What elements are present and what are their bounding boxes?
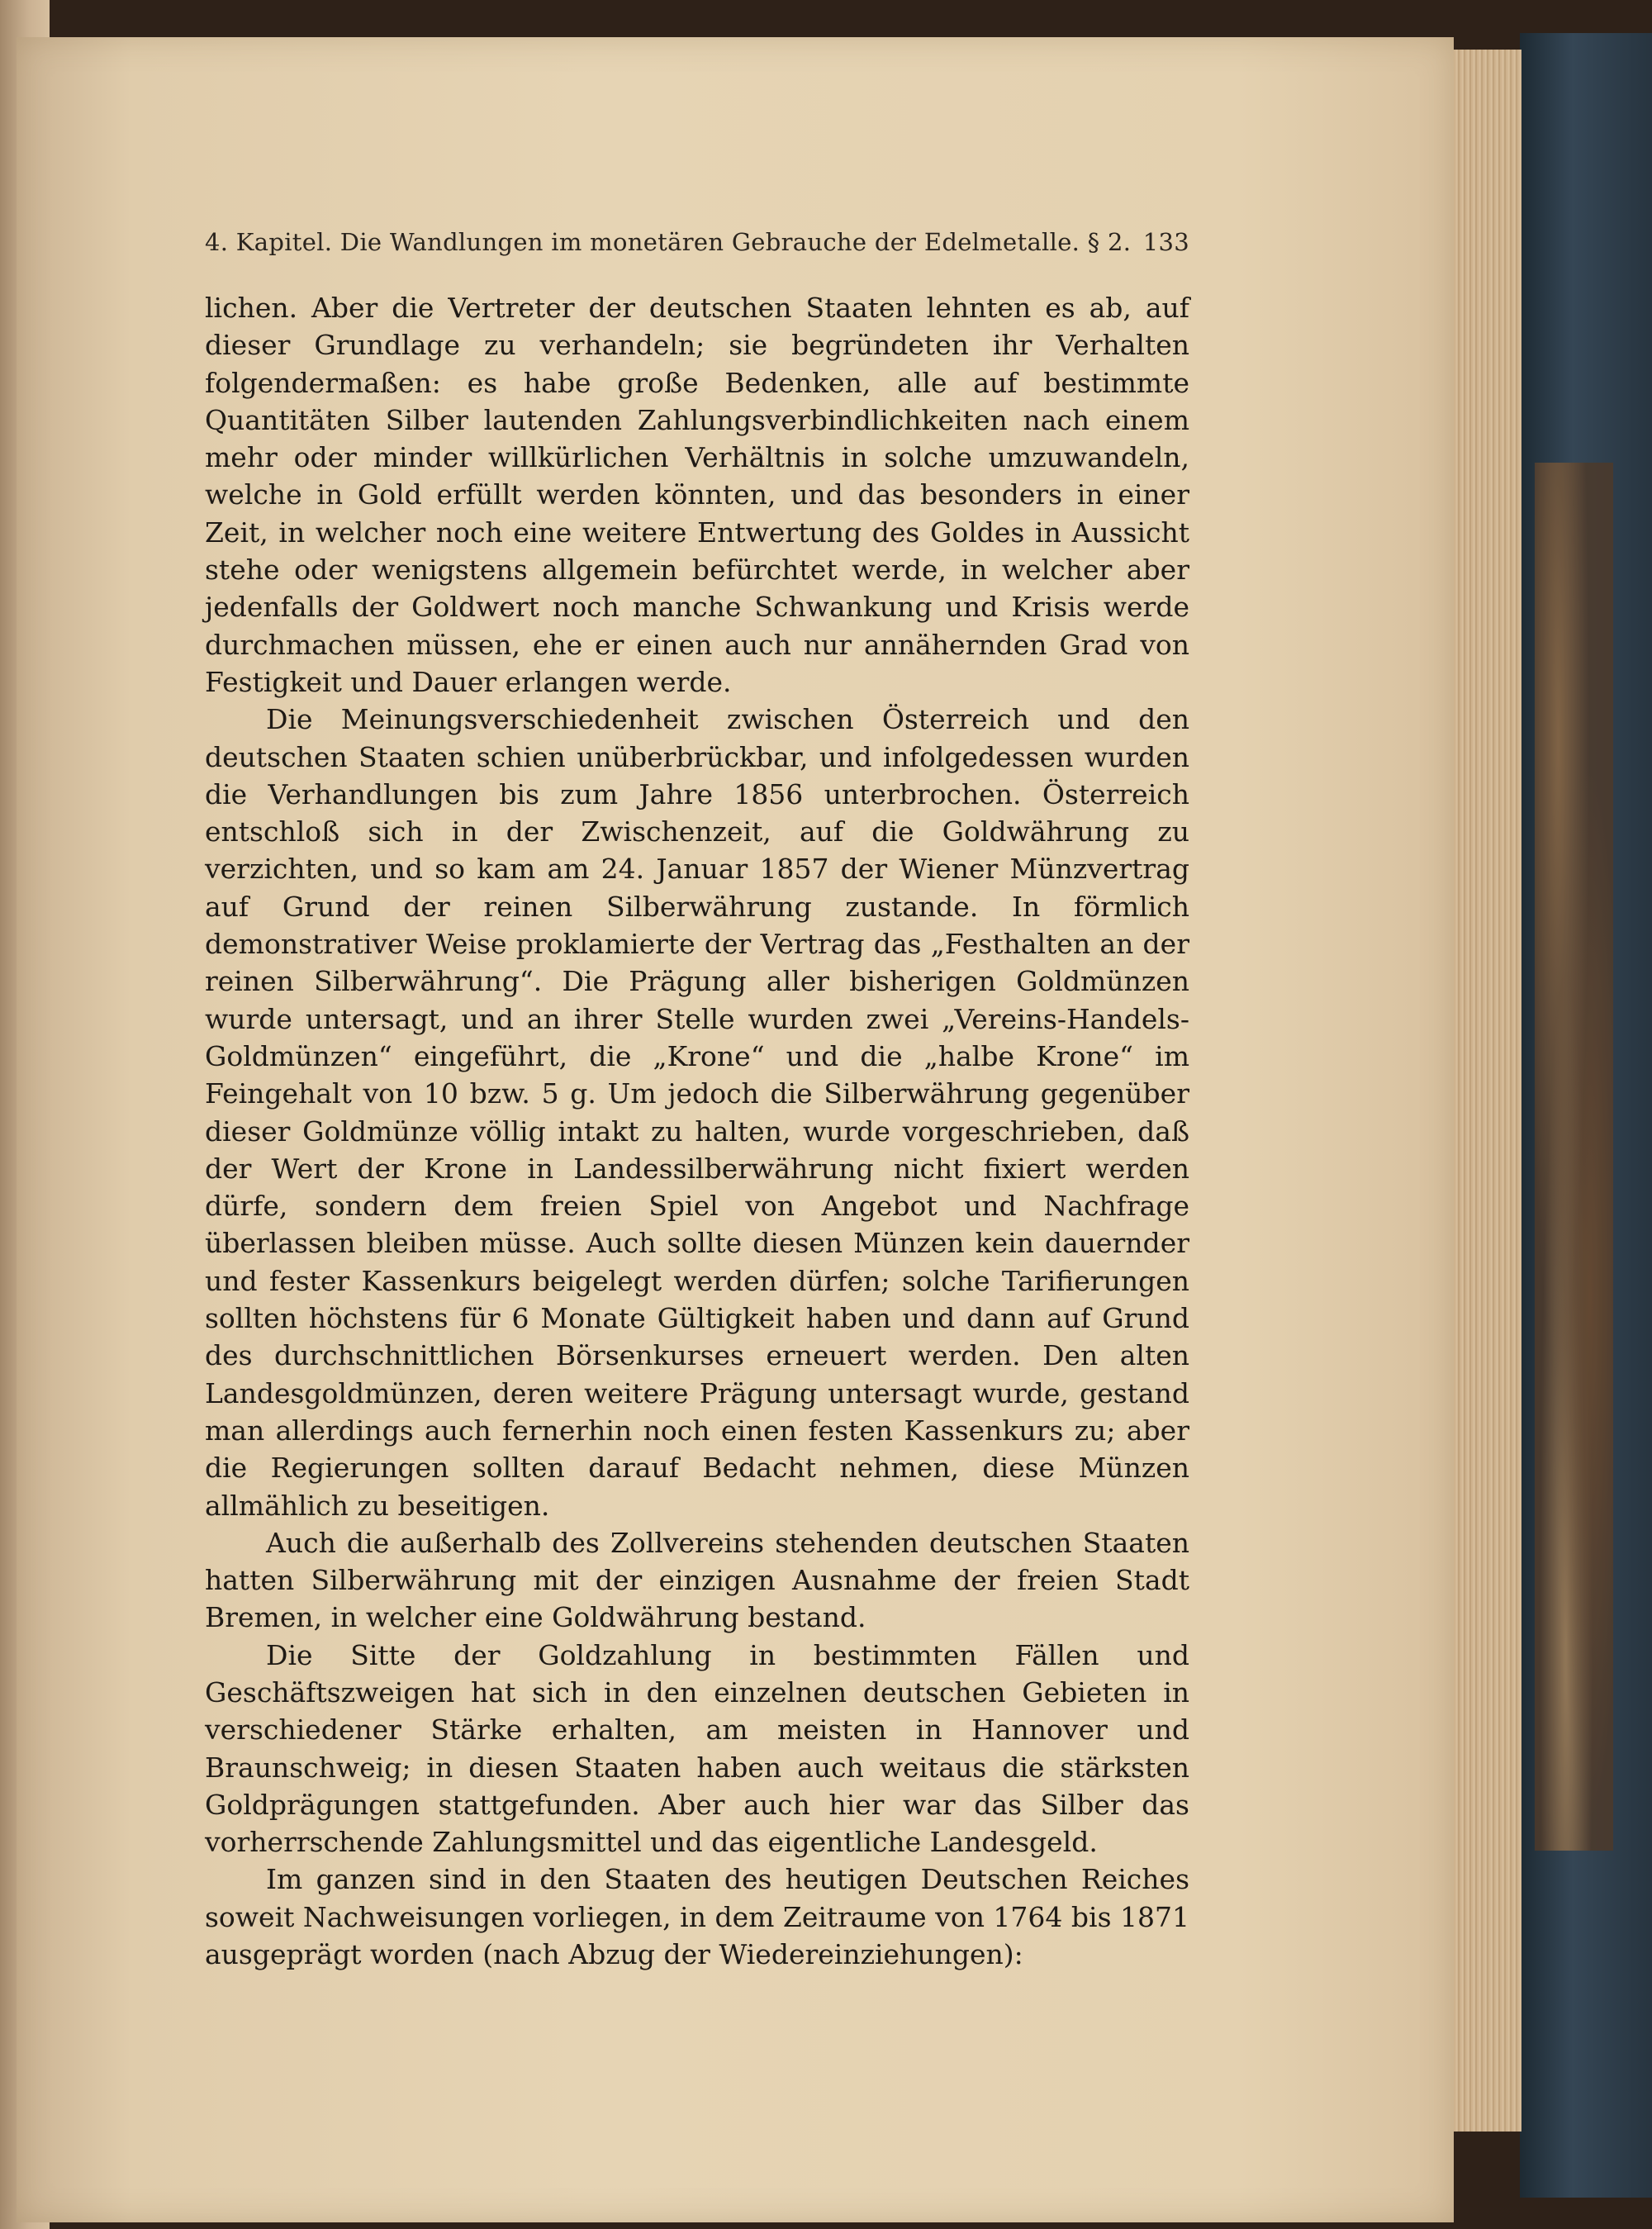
paragraph-5: Im ganzen sind in den Staaten des heutigen Deutschen Reiches soweit Nachweisungen vorliegen, in dem Zeitraume von 1764 bis 1871 ausgeprägt worden (nach Abzug der Wiedereinziehungen): (205, 1863, 1189, 1971)
running-header (205, 228, 1189, 261)
marbled-cover-edge (1535, 463, 1613, 1851)
paragraph-4: Die Sitte der Goldzahlung in bestimmten Fällen und Geschäftszweigen hat sich in den einzelnen deutschen Gebieten in verschiedener Stärke erhalten, am meisten in Hannover und Braunschweig; in diesen Staaten haben auch weitaus die stärksten Goldprägungen stattgefunden. Aber auch hier war das Silber das vorherrschende Zahlungsmittel und das eigentliche Landesgeld. (205, 1638, 1189, 1859)
body-text (205, 289, 1189, 1973)
paragraph-1: lichen. Aber die Vertreter der deutschen Staaten lehnten es ab, auf dieser Grundlage zu verhandeln; sie begründeten ihr Verhalten folgendermaßen: es habe große Bedenken, alle auf bestimmte Quantitäten Silber lautenden Zahlungsverbindlichkeiten nach einem mehr oder minder willkürlichen Verhältnis in solche umzuwandeln, welche in Gold erfüllt werden könnten, und das besonders in einer Zeit, in welcher noch eine weitere Entwertung des Goldes in Aussicht stehe oder wenigstens allgemein befürchtet werde, in welcher aber jedenfalls der Goldwert noch manche Schwankung und Krisis werde durchmachen müssen, ehe er einen auch nur annähernden Grad von Festigkeit und Dauer erlangen werde. (205, 292, 1189, 698)
paragraph-3: Auch die außerhalb des Zollvereins stehenden deutschen Staaten hatten Silberwährung mit der einzigen Ausnahme der freien Stadt Bremen, in welcher eine Goldwährung bestand. (205, 1526, 1189, 1634)
page-number: 133 (1142, 228, 1189, 256)
running-title: 4. Kapitel. Die Wandlungen im monetären Gebrauche der Edelmetalle. § 2. (205, 228, 1132, 256)
paragraph-2: Die Meinungsverschiedenheit zwischen Österreich und den deutschen Staaten schien unüberbrückbar, und infolgedessen wurden die Verhandlungen bis zum Jahre 1856 unterbrochen. Österreich entschloß sich in der Zwischenzeit, auf die Goldwährung zu verzichten, und so kam am 24. Januar 1857 der Wiener Münzvertrag auf Grund der reinen Silberwährung zustande. In förmlich demonstrativer Weise proklamierte der Vertrag das „Festhalten an der reinen Silberwährung“. Die Prägung aller bisherigen Goldmünzen wurde untersagt, und an ihrer Stelle wurden zwei „Vereins-Handels-Goldmünzen“ eingeführt, die „Krone“ und die „halbe Krone“ im Feingehalt von 10 bzw. 5 g. Um jedoch die Silberwährung gegenüber dieser Goldmünze völlig intakt zu halten, wurde vorgeschrieben, daß der Wert der Krone in Landessilberwährung nicht fixiert werden dürfe, sondern dem freien Spiel von Angebot und Nachfrage überlassen bleiben müsse. Auch sollte diesen Münzen kein dauernder und fester Kassenkurs beigelegt werden dürfen; solche Tarifierungen sollten höchstens für 6 Monate Gültigkeit haben und dann auf Grund des durchschnittlichen Börsenkurses erneuert werden. Den alten Landesgoldmünzen, deren weitere Prägung untersagt wurde, gestand man allerdings auch fernerhin noch einen festen Kassenkurs zu; aber die Regierungen sollten darauf Bedacht nehmen, diese Münzen allmählich zu beseitigen. (205, 703, 1189, 1522)
